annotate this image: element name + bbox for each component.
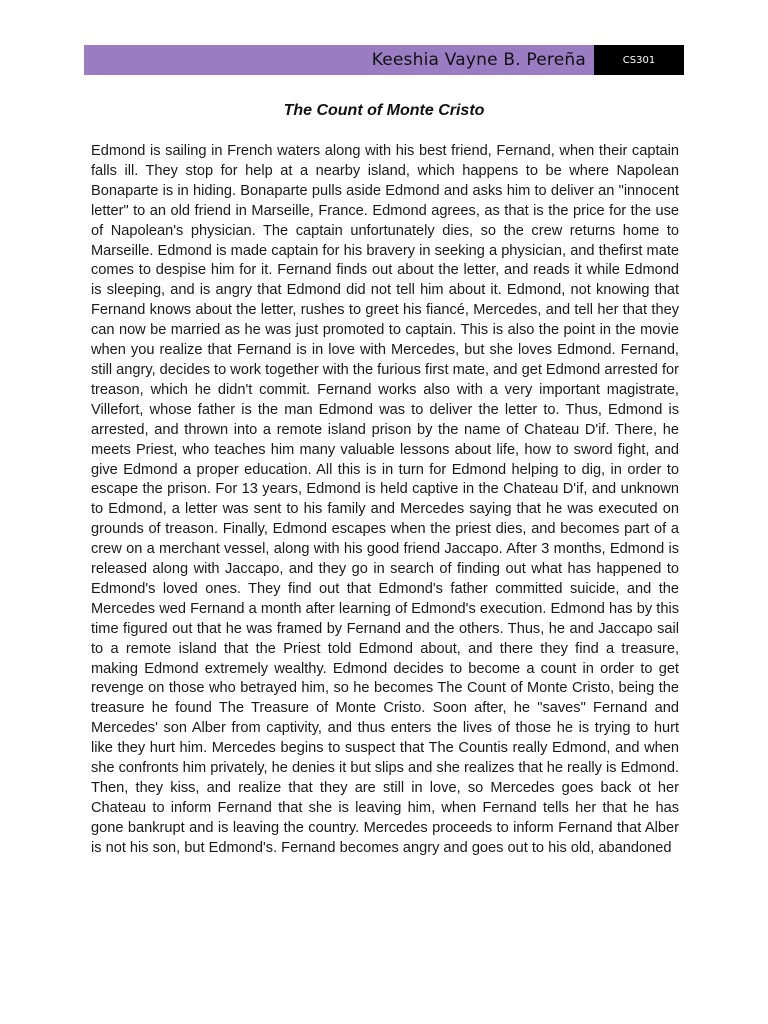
document-title: The Count of Monte Cristo bbox=[283, 102, 485, 119]
author-name-band bbox=[84, 45, 594, 75]
document-body-paragraph: Edmond is sailing in French waters along with his best friend, Fernand, when their captain falls ill. They stop for help at a nearby island, which happens to be where Napolean Bonaparte is in hiding. Bonaparte pulls aside Edmond and asks him to deliver an "innocent letter" to an old friend in Marseille, France. Edmond agrees, as that is the price for the use of Napolean's physician. The captain unfortunately dies, so the crew returns home to Marseille. Edmond is made captain for his bravery in seeking a physician, and thefirst mate comes to despise him for it. Fernand finds out about the letter, and reads it while Edmond is sleeping, and is angry that Edmond did not tell him about it. Edmond, not knowing that Fernand knows about the letter, rushes to greet his fiancé, Mercedes, and tell her that they can now be married as he was just promoted to captain. This is also the point in the movie when you realize that Fernand is in love with Mercedes, but she loves Edmond. Fernand, still angry, decides to work together with the furious first mate, and get Edmond arrested for treason, which he didn't commit. Fernand works also with a very important magistrate, Villefort, whose father is the man Edmond was to deliver the letter to. Thus, Edmond is arrested, and thrown into a remote island prison by the name of Chateau D'if. There, he meets Priest, who teaches him many valuable lessons about life, how to sword fight, and give Edmond a proper education. All this is in turn for Edmond helping to dig, in order to escape the prison. For 13 years, Edmond is held captive in the Chateau D'if, and unknown to Edmond, a letter was sent to his family and Mercedes saying that he was executed on grounds of treason. Finally, Edmond escapes when the priest dies, and becomes part of a crew on a merchant vessel, along with his good friend Jaccapo. After 3 months, Edmond is released along with Jaccapo, and they go in search of finding out what has happened to Edmond's loved ones. They find out that Edmond's father committed suicide, and the Mercedes wed Fernand a month after learning of Edmond's execution. Edmond has by this time figured out that he was framed by Fernand and the others. Thus, he and Jaccapo sail to a remote island that the Priest told Edmond about, and there they find a treasure, making Edmond extremely wealthy. Edmond decides to become a count in order to get revenge on those who betrayed him, so he becomes The Count of Monte Cristo, being the treasure he found The Treasure of Monte Cristo. Soon after, he "saves" Fernand and Mercedes' son Alber from captivity, and thus enters the lives of those he is trying to hurt like they hurt him. Mercedes begins to suspect that The Countis really Edmond, and when she confronts him privately, he denies it but slips and she realizes that he really is Edmond. Then, they kiss, and realize that they are still in love, so Mercedes goes back ot her Chateau to inform Fernand that she is leaving him, when Fernand tells her that he has gone bankrupt and is leaving the country. Mercedes proceeds to inform Fernand that Alber is not his son, but Edmond's. Fernand becomes angry and goes out to his old, abandoned bbox=[91, 143, 679, 856]
page-header bbox=[84, 45, 684, 75]
course-code-band bbox=[594, 45, 684, 75]
course-code: CS301 bbox=[622, 54, 656, 66]
author-name: Keeshia Vayne B. Pereña bbox=[371, 50, 586, 70]
